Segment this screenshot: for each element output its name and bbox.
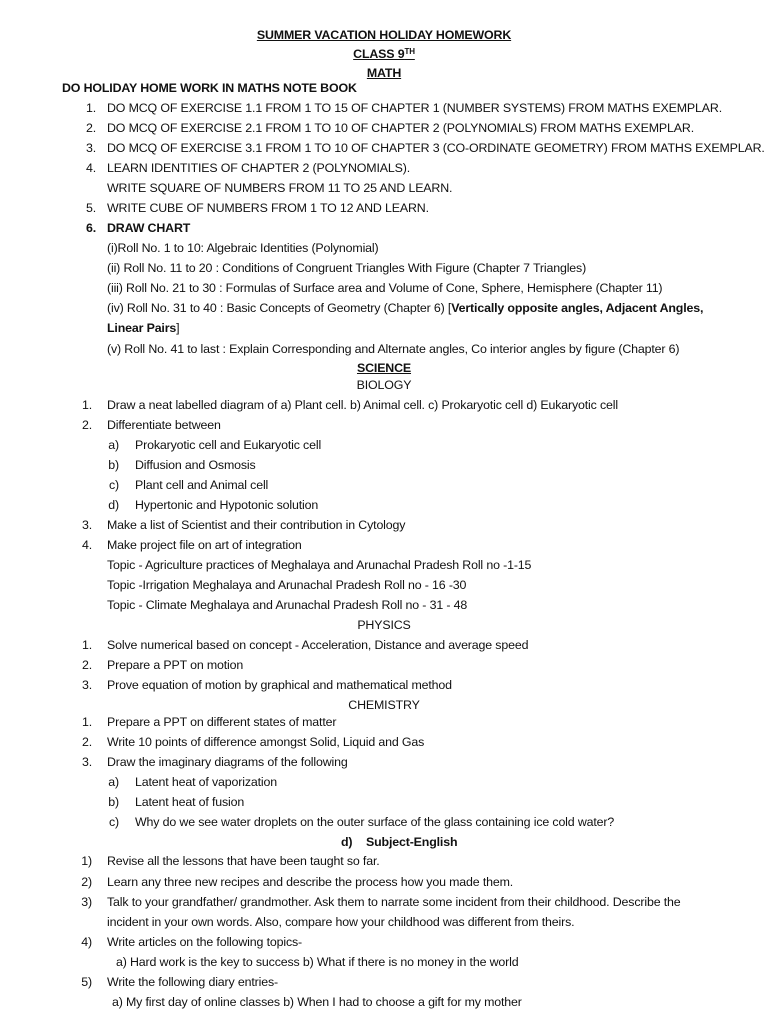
list-number: 5. [85, 201, 96, 215]
list-item: WRITE CUBE OF NUMBERS FROM 1 TO 12 AND LEARN. [107, 201, 429, 215]
list-item: Prove equation of motion by graphical and mathematical method [107, 678, 452, 692]
list-number: 1. [81, 638, 92, 652]
list-item: DO MCQ OF EXERCISE 1.1 FROM 1 TO 15 OF CHAPTER 1 (NUMBER SYSTEMS) FROM MATHS EXEMPLAR. [107, 101, 722, 115]
sub-list-item: Latent heat of vaporization [135, 775, 277, 789]
sub-list-marker: a) [108, 775, 119, 789]
english-heading-marker: d) [341, 835, 353, 849]
list-number: 1. [81, 398, 92, 412]
list-number: 2. [81, 735, 92, 749]
project-topic: Topic - Climate Meghalaya and Arunachal Pradesh Roll no - 31 - 48 [107, 598, 468, 612]
project-topic: Topic - Agriculture practices of Meghalaya and Arunachal Pradesh Roll no -1-15 [107, 558, 532, 572]
list-item: Make a list of Scientist and their contribution in Cytology [107, 518, 406, 532]
roll-iv-bold: Vertically opposite angles, Adjacent Angles, [451, 301, 704, 315]
sub-list-marker: a) [108, 438, 119, 452]
list-item: Write articles on the following topics- [107, 935, 303, 949]
sub-list-item: Why do we see water droplets on the outer surface of the glass containing ice cold water? [135, 815, 615, 829]
physics-heading: PHYSICS [357, 618, 411, 632]
chart-roll-item: (iii) Roll No. 21 to 30 : Formulas of Surface area and Volume of Cone, Sphere, Hemisphere (Chapter 11) [107, 281, 663, 295]
sub-list-marker: d) [108, 498, 119, 512]
list-number: 2. [85, 121, 96, 135]
list-item: Write the following diary entries- [107, 975, 278, 989]
class-superscript: TH [404, 47, 415, 56]
list-item: Write 10 points of difference amongst Solid, Liquid and Gas [107, 735, 425, 749]
list-number: 1) [81, 854, 92, 868]
sub-list-item: Latent heat of fusion [135, 795, 245, 809]
document-title: SUMMER VACATION HOLIDAY HOMEWORK [256, 28, 512, 42]
list-number: 6. [85, 221, 96, 235]
project-topic: Topic -Irrigation Meghalaya and Arunachal Pradesh Roll no - 16 -30 [107, 578, 467, 592]
list-number: 3. [85, 141, 96, 155]
list-item: LEARN IDENTITIES OF CHAPTER 2 (POLYNOMIALS). [107, 161, 410, 175]
sub-list-item: Plant cell and Animal cell [135, 478, 269, 492]
list-number: 4. [81, 538, 92, 552]
list-item-continued: incident in your own words. Also, compare how your childhood was different from theirs. [107, 915, 575, 929]
list-item: Revise all the lessons that have been taught so far. [107, 854, 380, 868]
roll-iv-bold-2: Linear Pairs [107, 321, 177, 335]
list-item-topics: a) Hard work is the key to success b) What if there is no money in the world [116, 955, 519, 969]
math-instruction: DO HOLIDAY HOME WORK IN MATHS NOTE BOOK [62, 81, 357, 95]
roll-iv-prefix: (iv) Roll No. 31 to 40 : Basic Concepts of Geometry (Chapter 6) [ [107, 301, 452, 315]
chart-roll-item [107, 300, 703, 316]
sub-list-marker: b) [108, 795, 119, 809]
list-item: Draw a neat labelled diagram of a) Plant cell. b) Animal cell. c) Prokaryotic cell d) Eukaryotic cell [107, 398, 618, 412]
roll-iv-suffix: ] [176, 321, 180, 335]
chart-roll-item: (v) Roll No. 41 to last : Explain Corresponding and Alternate angles, Co interior angles by figure (Chapter 6) [107, 342, 680, 356]
sub-list-marker: c) [108, 815, 119, 829]
list-number: 2. [81, 418, 92, 432]
list-item: Make project file on art of integration [107, 538, 302, 552]
chart-roll-item-continued [107, 320, 179, 336]
list-item-diary: a) My first day of online classes b) When I had to choose a gift for my mother [112, 995, 522, 1009]
sub-list-marker: c) [108, 478, 119, 492]
sub-list-marker: b) [108, 458, 119, 472]
list-item: Solve numerical based on concept - Acceleration, Distance and average speed [107, 638, 529, 652]
chart-roll-item: (ii) Roll No. 11 to 20 : Conditions of Congruent Triangles With Figure (Chapter 7 Triangles) [107, 261, 587, 275]
sub-list-item: Prokaryotic cell and Eukaryotic cell [135, 438, 322, 452]
list-item: WRITE SQUARE OF NUMBERS FROM 11 TO 25 AND LEARN. [107, 181, 453, 195]
list-number: 4) [81, 935, 92, 949]
list-number: 2. [81, 658, 92, 672]
list-number: 3. [81, 755, 92, 769]
list-number: 3) [81, 895, 92, 909]
science-heading: SCIENCE [356, 361, 412, 375]
list-item: DRAW CHART [107, 221, 191, 235]
list-number: 5) [81, 975, 92, 989]
list-item: Draw the imaginary diagrams of the following [107, 755, 348, 769]
list-item: Prepare a PPT on different states of matter [107, 715, 337, 729]
list-item: Prepare a PPT on motion [107, 658, 244, 672]
list-number: 3. [81, 678, 92, 692]
list-item: DO MCQ OF EXERCISE 2.1 FROM 1 TO 10 OF CHAPTER 2 (POLYNOMIALS) FROM MATHS EXEMPLAR. [107, 121, 694, 135]
chart-roll-item: (i)Roll No. 1 to 10: Algebraic Identities (Polynomial) [107, 241, 379, 255]
chemistry-heading: CHEMISTRY [348, 698, 420, 712]
list-number: 2) [81, 875, 92, 889]
sub-list-item: Diffusion and Osmosis [135, 458, 256, 472]
sub-list-item: Hypertonic and Hypotonic solution [135, 498, 319, 512]
list-number: 4. [85, 161, 96, 175]
list-item: Learn any three new recipes and describe the process how you made them. [107, 875, 514, 889]
biology-heading: BIOLOGY [356, 378, 412, 392]
list-item: DO MCQ OF EXERCISE 3.1 FROM 1 TO 10 OF CHAPTER 3 (CO-ORDINATE GEOMETRY) FROM MATHS EXEMPLAR. [107, 141, 765, 155]
list-item: Differentiate between [107, 418, 221, 432]
class-label-text: CLASS 9 [353, 47, 405, 61]
english-heading: Subject-English [366, 835, 458, 849]
math-heading: MATH [366, 66, 402, 80]
list-number: 1. [85, 101, 96, 115]
list-number: 1. [81, 715, 92, 729]
list-number: 3. [81, 518, 92, 532]
list-item: Talk to your grandfather/ grandmother. Ask them to narrate some incident from their childhood. Describe the [107, 895, 681, 909]
class-label [0, 46, 768, 62]
